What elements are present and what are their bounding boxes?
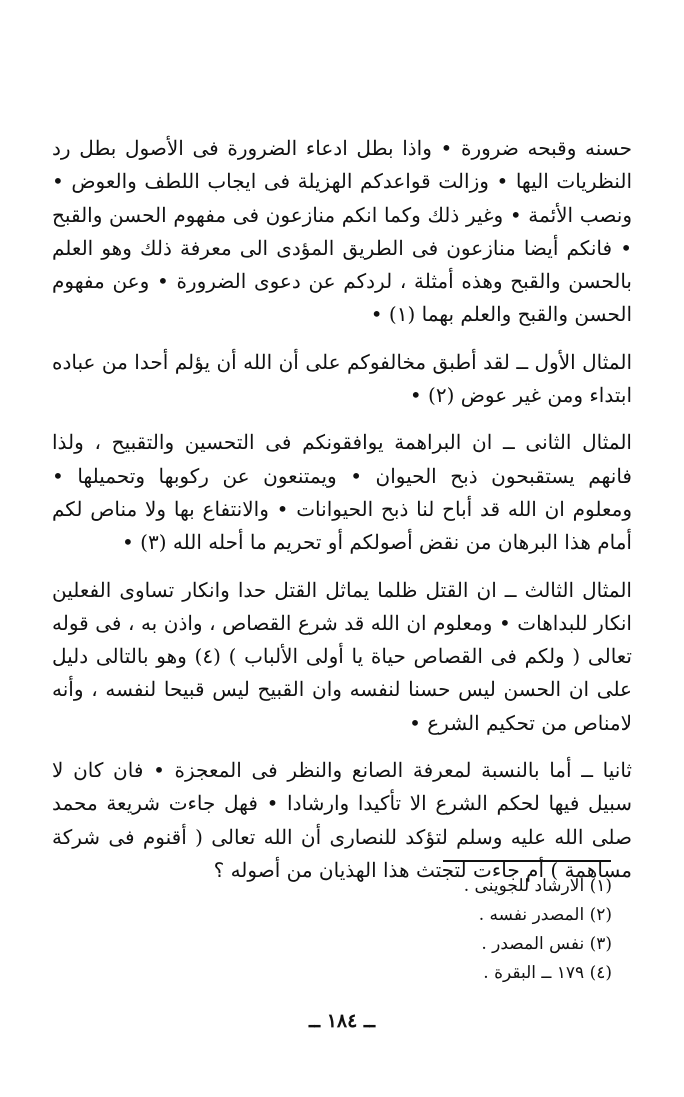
paragraph-second-point: ثانيا ــ أما بالنسبة لمعرفة الصانع والنظر فى المعجزة • فان كان لا سبيل فيها لحكم الشرع الا تأكيدا وارشادا • فهل جاءت شريعة محمد صلى الله عليه وسلم لتؤكد للنصارى أن الله تعالى ( أقنوم فى شركة مساهمة ) أم جاءت لتجتث هذا الهذيان من أصوله ؟ (52, 758, 632, 882)
paragraph-example-1: المثال الأول ــ لقد أطبق مخالفوكم على أن الله أن يؤلم أحدا من عباده ابتداء ومن غير عوض (٢) • (52, 349, 632, 408)
footnote-1: (١) الارشاد للجوينى . (463, 876, 612, 896)
paragraph-intro: حسنه وقبحه ضرورة • واذا بطل ادعاء الضرورة فى الأصول بطل رد النظريات اليها • وزالت قواعدكم الهزيلة فى ايجاب اللطف والعوض • ونصب الأئمة • وغير ذلك وكما انكم منازعون فى مفهوم الحسن والقبح • فانكم أيضا منازعون فى الطريق المؤدى الى معرفة ذلك وهو العلم بالحسن والقبح وهذه أمثلة ، لردكم عن دعوى الضرورة • وعن مفهوم الحسن والقبح والعلم بهما (١) • (52, 136, 632, 327)
footnotes (312, 872, 612, 988)
footnote-divider (443, 860, 611, 862)
main-text (52, 132, 632, 901)
footnote-2: (٢) المصدر نفسه . (478, 905, 612, 925)
footnote-3: (٣) نفس المصدر . (481, 934, 612, 954)
paragraph-example-3: المثال الثالث ــ ان القتل ظلما يماثل القتل حدا وانكار تساوى الفعلين انكار للبداهات • ومعلوم ان الله قد شرع القصاص ، واذن به ، فى قوله تعالى ( ولكم فى القصاص حياة يا أولى الألباب ) (٤) وهو بالتالى دليل على ان الحسن ليس حسنا لنفسه وان القبيح ليس قبيحا لنفسه ، وأنه لامناص من تحكيم الشرع • (52, 577, 632, 735)
paragraph-example-2: المثال الثانى ــ ان البراهمة يوافقونكم فى التحسين والتقبيح ، ولذا فانهم يستقبحون ذبح الحيوان • ويمتنعون عن ركوبها وتحميلها • ومعلوم ان الله قد أباح لنا ذبح الحيوانات • والانتفاع بها ولا مناص لكم أمام هذا البرهان من نقض أصولكم أو تحريم ما أحله الله (٣) • (52, 430, 632, 555)
page-number: ــ ١٨٤ ــ (308, 1010, 376, 1032)
footnote-4: (٤) ١٧٩ ــ البقرة . (483, 963, 612, 983)
